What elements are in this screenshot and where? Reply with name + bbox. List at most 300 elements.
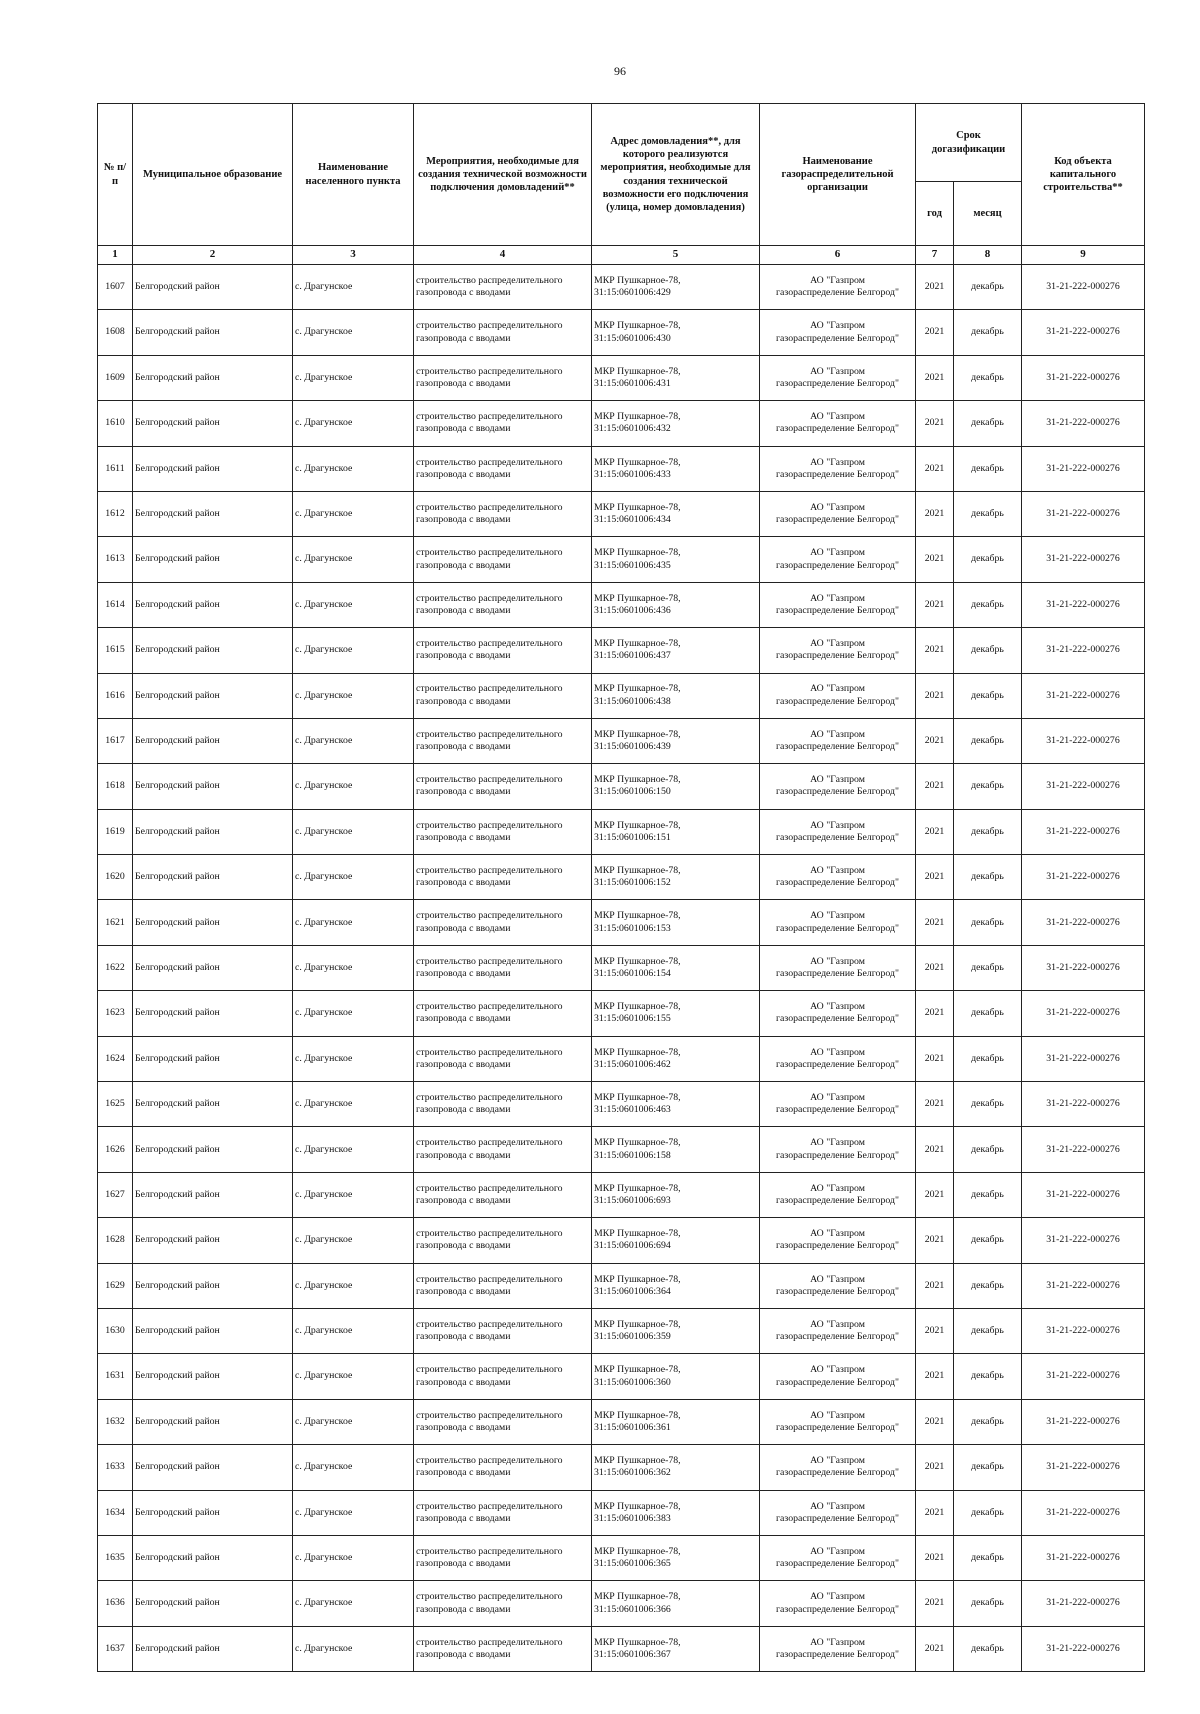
organization-cell: [760, 310, 916, 355]
organization-line: АО "Газпром: [810, 592, 865, 604]
address-cell: [592, 718, 760, 763]
organization-cell: [760, 1036, 916, 1081]
address-cell: [592, 1263, 760, 1308]
address-street: МКР Пушкарное-78,: [594, 592, 681, 604]
municipality: Белгородский район: [135, 508, 220, 520]
year: 2021: [924, 1642, 945, 1654]
month: декабрь: [971, 326, 1004, 338]
activity-cell: [414, 673, 592, 718]
month: декабрь: [971, 371, 1004, 383]
activity-line: газопровода с вводами: [416, 1240, 511, 1252]
object-code: 31-21-222-000276: [1046, 281, 1120, 293]
settlement: с. Драгунское: [295, 780, 353, 792]
column-number: 5: [592, 246, 760, 265]
address-street: МКР Пушкарное-78,: [594, 274, 681, 286]
activity-line: газопровода с вводами: [416, 741, 511, 753]
object-code: 31-21-222-000276: [1046, 371, 1120, 383]
header-year: год: [916, 182, 954, 246]
settlement-cell: [293, 1399, 414, 1444]
address-cell: [592, 355, 760, 400]
organization-line: газораспределение Белгород": [776, 1331, 899, 1343]
month: декабрь: [971, 1461, 1004, 1473]
month: декабрь: [971, 1325, 1004, 1337]
row-number: 1609: [105, 371, 125, 383]
column-number: 6: [760, 246, 916, 265]
activity-line: строительство распределительного: [416, 955, 563, 967]
month-cell: [954, 1535, 1022, 1580]
municipality-cell: [133, 491, 293, 536]
address-cell: [592, 1308, 760, 1353]
organization-line: АО "Газпром: [810, 274, 865, 286]
table-body: [98, 265, 1145, 1672]
month-cell: [954, 945, 1022, 990]
settlement: с. Драгунское: [295, 1279, 353, 1291]
address-street: МКР Пушкарное-78,: [594, 910, 681, 922]
row-number-cell: [98, 1263, 133, 1308]
organization-cell: [760, 1445, 916, 1490]
settlement: с. Драгунское: [295, 281, 353, 293]
table-row: [98, 265, 1145, 310]
row-number: 1611: [105, 462, 125, 474]
address-cadastral: 31:15:0601006:362: [594, 1467, 671, 1479]
municipality: Белгородский район: [135, 1098, 220, 1110]
year: 2021: [924, 1279, 945, 1291]
activity-cell: [414, 1626, 592, 1671]
address-street: МКР Пушкарное-78,: [594, 1137, 681, 1149]
object-code: 31-21-222-000276: [1046, 871, 1120, 883]
organization-cell: [760, 809, 916, 854]
object-code: 31-21-222-000276: [1046, 508, 1120, 520]
code-cell: [1022, 310, 1145, 355]
settlement-cell: [293, 991, 414, 1036]
municipality-cell: [133, 1354, 293, 1399]
organization-line: газораспределение Белгород": [776, 287, 899, 299]
code-cell: [1022, 1490, 1145, 1535]
month: декабрь: [971, 825, 1004, 837]
activity-cell: [414, 718, 592, 763]
object-code: 31-21-222-000276: [1046, 326, 1120, 338]
municipality: Белгородский район: [135, 1552, 220, 1564]
month-cell: [954, 1626, 1022, 1671]
organization-line: газораспределение Белгород": [776, 1558, 899, 1570]
month: декабрь: [971, 961, 1004, 973]
address-cadastral: 31:15:0601006:433: [594, 468, 671, 480]
address-cadastral: 31:15:0601006:463: [594, 1104, 671, 1116]
code-cell: [1022, 1581, 1145, 1626]
activity-line: строительство распределительного: [416, 865, 563, 877]
year-cell: [916, 628, 954, 673]
organization-cell: [760, 355, 916, 400]
object-code: 31-21-222-000276: [1046, 961, 1120, 973]
organization-line: газораспределение Белгород": [776, 831, 899, 843]
address-cadastral: 31:15:0601006:430: [594, 332, 671, 344]
activity-cell: [414, 1218, 592, 1263]
address-street: МКР Пушкарное-78,: [594, 456, 681, 468]
settlement: с. Драгунское: [295, 1098, 353, 1110]
row-number: 1608: [105, 326, 125, 338]
organization-line: АО "Газпром: [810, 1591, 865, 1603]
organization-cell: [760, 265, 916, 310]
municipality: Белгородский район: [135, 1461, 220, 1473]
year-cell: [916, 1626, 954, 1671]
row-number-cell: [98, 673, 133, 718]
organization-line: АО "Газпром: [810, 1182, 865, 1194]
month: декабрь: [971, 1234, 1004, 1246]
address-cell: [592, 1082, 760, 1127]
year-cell: [916, 446, 954, 491]
row-number-cell: [98, 1218, 133, 1263]
activity-line: строительство распределительного: [416, 819, 563, 831]
organization-line: АО "Газпром: [810, 501, 865, 513]
row-number-cell: [98, 628, 133, 673]
settlement: с. Драгунское: [295, 916, 353, 928]
table-row: [98, 991, 1145, 1036]
address-cadastral: 31:15:0601006:155: [594, 1013, 671, 1025]
header-code: Код объекта капитального строительства**: [1022, 104, 1145, 246]
object-code: 31-21-222-000276: [1046, 1234, 1120, 1246]
address-cell: [592, 1581, 760, 1626]
row-number-cell: [98, 1535, 133, 1580]
municipality: Белгородский район: [135, 598, 220, 610]
organization-cell: [760, 401, 916, 446]
organization-cell: [760, 1354, 916, 1399]
month-cell: [954, 1399, 1022, 1444]
organization-line: газораспределение Белгород": [776, 1195, 899, 1206]
municipality-cell: [133, 1218, 293, 1263]
year-cell: [916, 582, 954, 627]
row-number-cell: [98, 1445, 133, 1490]
month-cell: [954, 1445, 1022, 1490]
year: 2021: [924, 1597, 945, 1609]
table-row: [98, 401, 1145, 446]
organization-line: газораспределение Белгород": [776, 1467, 899, 1479]
activity-cell: [414, 628, 592, 673]
address-cadastral: 31:15:0601006:437: [594, 650, 671, 662]
municipality-cell: [133, 1399, 293, 1444]
organization-line: АО "Газпром: [810, 1001, 865, 1013]
code-cell: [1022, 945, 1145, 990]
code-cell: [1022, 991, 1145, 1036]
month-cell: [954, 1308, 1022, 1353]
row-number: 1617: [105, 734, 125, 746]
municipality-cell: [133, 628, 293, 673]
settlement: с. Драгунское: [295, 1188, 353, 1200]
address-cell: [592, 945, 760, 990]
year-cell: [916, 310, 954, 355]
year-cell: [916, 945, 954, 990]
address-cadastral: 31:15:0601006:153: [594, 922, 671, 934]
year-cell: [916, 1354, 954, 1399]
month-cell: [954, 1354, 1022, 1399]
table-row: [98, 1399, 1145, 1444]
month-cell: [954, 1082, 1022, 1127]
activity-line: строительство распределительного: [416, 274, 563, 286]
address-street: МКР Пушкарное-78,: [594, 1046, 681, 1058]
month-cell: [954, 1127, 1022, 1172]
address-street: МКР Пушкарное-78,: [594, 547, 681, 559]
organization-line: газораспределение Белгород": [776, 604, 899, 616]
address-cell: [592, 1445, 760, 1490]
address-street: МКР Пушкарное-78,: [594, 320, 681, 332]
municipality: Белгородский район: [135, 1052, 220, 1064]
year-cell: [916, 764, 954, 809]
municipality: Белгородский район: [135, 1642, 220, 1654]
activity-line: газопровода с вводами: [416, 922, 511, 934]
settlement-cell: [293, 1082, 414, 1127]
month-cell: [954, 355, 1022, 400]
municipality-cell: [133, 809, 293, 854]
address-cadastral: 31:15:0601006:383: [594, 1512, 671, 1524]
column-number: 1: [98, 246, 133, 265]
activity-cell: [414, 1127, 592, 1172]
month-cell: [954, 673, 1022, 718]
settlement: с. Драгунское: [295, 417, 353, 429]
month-cell: [954, 1036, 1022, 1081]
year: 2021: [924, 644, 945, 656]
activity-line: строительство распределительного: [416, 411, 563, 423]
municipality-cell: [133, 1445, 293, 1490]
organization-line: газораспределение Белгород": [776, 514, 899, 526]
address-cadastral: 31:15:0601006:360: [594, 1376, 671, 1388]
activity-line: газопровода с вводами: [416, 514, 511, 526]
object-code: 31-21-222-000276: [1046, 1415, 1120, 1427]
month: декабрь: [971, 1007, 1004, 1019]
row-number-cell: [98, 1082, 133, 1127]
municipality-cell: [133, 1490, 293, 1535]
organization-line: АО "Газпром: [810, 1137, 865, 1149]
month-cell: [954, 855, 1022, 900]
activity-line: газопровода с вводами: [416, 377, 511, 389]
table-row: [98, 1036, 1145, 1081]
settlement-cell: [293, 809, 414, 854]
year: 2021: [924, 780, 945, 792]
organization-line: газораспределение Белгород": [776, 877, 899, 889]
year-cell: [916, 718, 954, 763]
row-number-cell: [98, 582, 133, 627]
column-number: 2: [133, 246, 293, 265]
address-cell: [592, 809, 760, 854]
activity-line: строительство распределительного: [416, 1364, 563, 1376]
municipality: Белгородский район: [135, 281, 220, 293]
activity-line: строительство распределительного: [416, 501, 563, 513]
organization-line: АО "Газпром: [810, 774, 865, 786]
table-row: [98, 1308, 1145, 1353]
code-cell: [1022, 673, 1145, 718]
address-cell: [592, 1036, 760, 1081]
municipality-cell: [133, 991, 293, 1036]
organization-line: газораспределение Белгород": [776, 1376, 899, 1388]
address-street: МКР Пушкарное-78,: [594, 1273, 681, 1285]
settlement-cell: [293, 1626, 414, 1671]
year-cell: [916, 991, 954, 1036]
settlement: с. Драгунское: [295, 961, 353, 973]
activity-cell: [414, 1490, 592, 1535]
activity-line: строительство распределительного: [416, 1091, 563, 1103]
settlement-cell: [293, 1445, 414, 1490]
object-code: 31-21-222-000276: [1046, 417, 1120, 429]
table-row: [98, 1626, 1145, 1671]
organization-line: АО "Газпром: [810, 1273, 865, 1285]
activity-cell: [414, 764, 592, 809]
year-cell: [916, 355, 954, 400]
year-cell: [916, 1082, 954, 1127]
table-row: [98, 582, 1145, 627]
activity-line: строительство распределительного: [416, 1545, 563, 1557]
organization-cell: [760, 900, 916, 945]
address-cell: [592, 1354, 760, 1399]
organization-line: газораспределение Белгород": [776, 1149, 899, 1161]
organization-line: АО "Газпром: [810, 1409, 865, 1421]
month: декабрь: [971, 462, 1004, 474]
object-code: 31-21-222-000276: [1046, 462, 1120, 474]
object-code: 31-21-222-000276: [1046, 1143, 1120, 1155]
organization-line: АО "Газпром: [810, 365, 865, 377]
activity-line: газопровода с вводами: [416, 786, 511, 798]
organization-cell: [760, 1490, 916, 1535]
activity-cell: [414, 991, 592, 1036]
code-cell: [1022, 1445, 1145, 1490]
activity-line: строительство распределительного: [416, 1182, 563, 1194]
activity-cell: [414, 582, 592, 627]
year-cell: [916, 1127, 954, 1172]
year: 2021: [924, 689, 945, 701]
month: декабрь: [971, 1506, 1004, 1518]
settlement-cell: [293, 265, 414, 310]
activity-line: газопровода с вводами: [416, 1058, 511, 1070]
column-number: 9: [1022, 246, 1145, 265]
address-cadastral: 31:15:0601006:152: [594, 877, 671, 889]
address-street: МКР Пушкарное-78,: [594, 819, 681, 831]
month-cell: [954, 900, 1022, 945]
settlement-cell: [293, 1263, 414, 1308]
month: декабрь: [971, 1052, 1004, 1064]
municipality-cell: [133, 1308, 293, 1353]
month: декабрь: [971, 1143, 1004, 1155]
address-cadastral: 31:15:0601006:435: [594, 559, 671, 571]
row-number-cell: [98, 809, 133, 854]
address-cadastral: 31:15:0601006:439: [594, 741, 671, 753]
row-number: 1626: [105, 1143, 125, 1155]
activity-line: строительство распределительного: [416, 1591, 563, 1603]
object-code: 31-21-222-000276: [1046, 1642, 1120, 1654]
month: декабрь: [971, 508, 1004, 520]
activity-line: газопровода с вводами: [416, 468, 511, 480]
year-cell: [916, 900, 954, 945]
table-row: [98, 1581, 1145, 1626]
organization-line: газораспределение Белгород": [776, 1512, 899, 1524]
activity-line: строительство распределительного: [416, 683, 563, 695]
activity-cell: [414, 446, 592, 491]
year-cell: [916, 491, 954, 536]
organization-cell: [760, 1263, 916, 1308]
activity-cell: [414, 310, 592, 355]
settlement-cell: [293, 1581, 414, 1626]
activity-line: газопровода с вводами: [416, 968, 511, 980]
municipality: Белгородский район: [135, 1597, 220, 1609]
municipality-cell: [133, 1127, 293, 1172]
code-cell: [1022, 1127, 1145, 1172]
row-number: 1630: [105, 1325, 125, 1337]
settlement-cell: [293, 310, 414, 355]
code-cell: [1022, 1535, 1145, 1580]
address-cadastral: 31:15:0601006:158: [594, 1149, 671, 1161]
address-cadastral: 31:15:0601006:694: [594, 1240, 671, 1252]
table-row: [98, 310, 1145, 355]
address-cadastral: 31:15:0601006:361: [594, 1421, 671, 1433]
municipality: Белгородский район: [135, 871, 220, 883]
row-number-cell: [98, 1354, 133, 1399]
settlement-cell: [293, 900, 414, 945]
month: декабрь: [971, 780, 1004, 792]
month: декабрь: [971, 1597, 1004, 1609]
settlement: с. Драгунское: [295, 644, 353, 656]
row-number: 1616: [105, 689, 125, 701]
row-number: 1612: [105, 508, 125, 520]
address-street: МКР Пушкарное-78,: [594, 1636, 681, 1648]
activity-line: строительство распределительного: [416, 1636, 563, 1648]
year-cell: [916, 855, 954, 900]
object-code: 31-21-222-000276: [1046, 689, 1120, 701]
address-street: МКР Пушкарное-78,: [594, 1591, 681, 1603]
column-number: 3: [293, 246, 414, 265]
year: 2021: [924, 1325, 945, 1337]
object-code: 31-21-222-000276: [1046, 1052, 1120, 1064]
code-cell: [1022, 1218, 1145, 1263]
table-row: [98, 809, 1145, 854]
address-street: МКР Пушкарное-78,: [594, 1409, 681, 1421]
month: декабрь: [971, 1370, 1004, 1382]
organization-line: АО "Газпром: [810, 955, 865, 967]
settlement: с. Драгунское: [295, 871, 353, 883]
activity-line: строительство распределительного: [416, 1409, 563, 1421]
month-cell: [954, 582, 1022, 627]
address-cell: [592, 991, 760, 1036]
activity-line: газопровода с вводами: [416, 1285, 511, 1297]
municipality: Белгородский район: [135, 553, 220, 565]
table-row: [98, 628, 1145, 673]
activity-line: газопровода с вводами: [416, 559, 511, 571]
activity-line: газопровода с вводами: [416, 1195, 511, 1206]
organization-line: АО "Газпром: [810, 1500, 865, 1512]
activity-cell: [414, 945, 592, 990]
year: 2021: [924, 961, 945, 973]
year-cell: [916, 1399, 954, 1444]
table-row: [98, 718, 1145, 763]
municipality-cell: [133, 900, 293, 945]
year: 2021: [924, 1143, 945, 1155]
year: 2021: [924, 1052, 945, 1064]
settlement-cell: [293, 1308, 414, 1353]
settlement: с. Драгунское: [295, 1415, 353, 1427]
object-code: 31-21-222-000276: [1046, 1552, 1120, 1564]
year: 2021: [924, 553, 945, 565]
activity-cell: [414, 900, 592, 945]
row-number: 1610: [105, 417, 125, 429]
code-cell: [1022, 764, 1145, 809]
row-number: 1633: [105, 1461, 125, 1473]
municipality-cell: [133, 1036, 293, 1081]
year: 2021: [924, 916, 945, 928]
row-number: 1634: [105, 1506, 125, 1518]
year: 2021: [924, 871, 945, 883]
settlement-cell: [293, 1354, 414, 1399]
organization-line: газораспределение Белгород": [776, 423, 899, 435]
activity-line: газопровода с вводами: [416, 695, 511, 707]
organization-cell: [760, 1172, 916, 1217]
organization-cell: [760, 1399, 916, 1444]
table-row: [98, 1490, 1145, 1535]
municipality-cell: [133, 1581, 293, 1626]
